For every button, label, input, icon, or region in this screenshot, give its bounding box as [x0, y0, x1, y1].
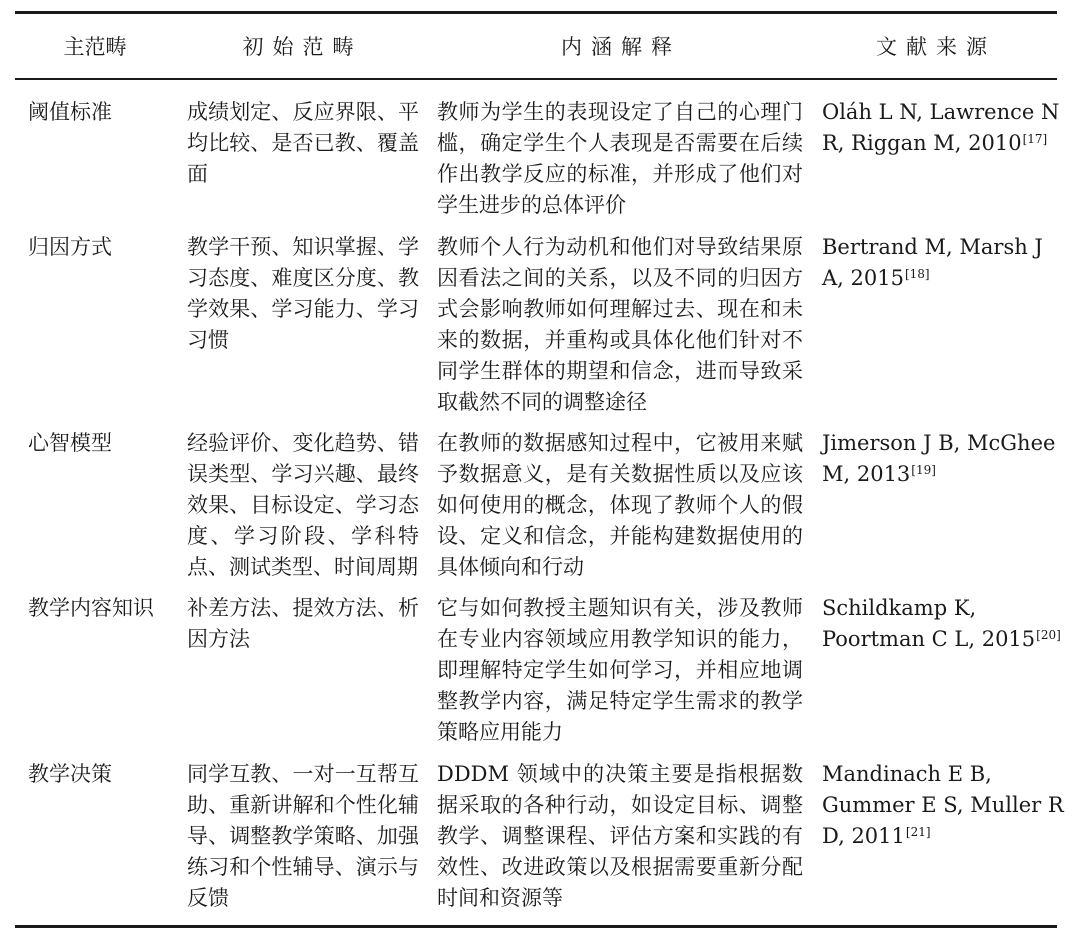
main-category-cell: 阈值标准 [28, 100, 112, 124]
explanation-cell: 在教师的数据感知过程中，它被用来赋予数据意义，是有关数据性质以及应该如何使用的概念，体现了教师个人的假设、定义和信念，并能构建数据使用的具体倾向和行动 [437, 431, 803, 579]
initial-category-cell: 经验评价、变化趋势、错误类型、学习兴趣、最终效果、目标设定、学习态度、学习阶段、学科特点、测试类型、时间周期 [187, 431, 419, 579]
header-explanation: 内涵解释 [561, 35, 681, 59]
explanation-cell: DDDM 领域中的决策主要是指根据数据采取的各种行动，如设定目标、调整教学、调整课程、评估方案和实践的有效性、改进政策以及根据需要重新分配时间和资源等 [437, 762, 803, 910]
citation-ref: [21] [905, 825, 931, 839]
source-line: Oláh L N, Lawrence N [822, 100, 1060, 124]
initial-category-cell: 成绩划定、反应界限、平均比较、是否已教、覆盖面 [187, 100, 419, 186]
citation-ref: [19] [911, 463, 936, 477]
main-category-cell: 教学决策 [28, 762, 112, 786]
header-initial-category: 初始范畴 [242, 35, 363, 59]
source-cell [822, 428, 1056, 490]
source-line: R, Riggan M, 2010[17] [822, 131, 1048, 155]
explanation-cell: 教师为学生的表现设定了自己的心理门槛，确定学生个人表现是否需要在后续作出教学反应的标准，并形成了他们对学生进步的总体评价 [437, 100, 803, 217]
table-bottom-rule [15, 925, 1057, 928]
table-header-rule [15, 78, 1057, 80]
initial-category-cell: 同学互教、一对一互帮互助、重新讲解和个性化辅导、调整教学策略、加强练习和个性辅导、演示与反馈 [187, 762, 419, 910]
source-line: A, 2015[18] [822, 266, 930, 290]
explanation-cell: 教师个人行为动机和他们对导致结果原因看法之间的关系，以及不同的归因方式会影响教师如何理解过去、现在和未来的数据，并重构或具体化他们针对不同学生群体的期望和信念，进而导致采取截然不同的调整途径 [437, 235, 803, 414]
table-top-rule [15, 11, 1057, 14]
main-category-cell: 教学内容知识 [28, 596, 154, 620]
source-cell [822, 759, 1064, 852]
header-main-category: 主范畴 [63, 35, 127, 59]
citation-ref: [17] [1022, 132, 1048, 146]
source-line: Jimerson J B, McGhee [822, 431, 1056, 455]
explanation-cell: 它与如何教授主题知识有关，涉及教师在专业内容领域应用教学知识的能力，即理解特定学生如何学习，并相应地调整教学内容，满足特定学生需求的教学策略应用能力 [437, 596, 803, 744]
initial-category-cell: 教学干预、知识掌握、学习态度、难度区分度、教学效果、学习能力、学习习惯 [187, 235, 419, 352]
citation-ref: [18] [904, 267, 930, 281]
header-source: 文献来源 [876, 35, 996, 59]
source-line: D, 2011[21] [822, 824, 931, 848]
main-category-cell: 心智模型 [28, 431, 112, 455]
main-category-cell: 归因方式 [28, 235, 112, 259]
source-cell [822, 593, 1061, 655]
source-line: M, 2013[19] [822, 462, 936, 486]
source-cell [822, 97, 1060, 159]
source-line: Gummer E S, Muller R [822, 793, 1064, 817]
source-cell [822, 232, 1052, 294]
source-line: Bertrand M, Marsh J [822, 235, 1043, 259]
source-line: Mandinach E B, [822, 762, 992, 786]
initial-category-cell: 补差方法、提效方法、析因方法 [187, 596, 419, 651]
source-line: Poortman C L, 2015[20] [822, 627, 1061, 651]
citation-ref: [20] [1036, 628, 1061, 642]
source-line: Schildkamp K, [822, 596, 977, 620]
